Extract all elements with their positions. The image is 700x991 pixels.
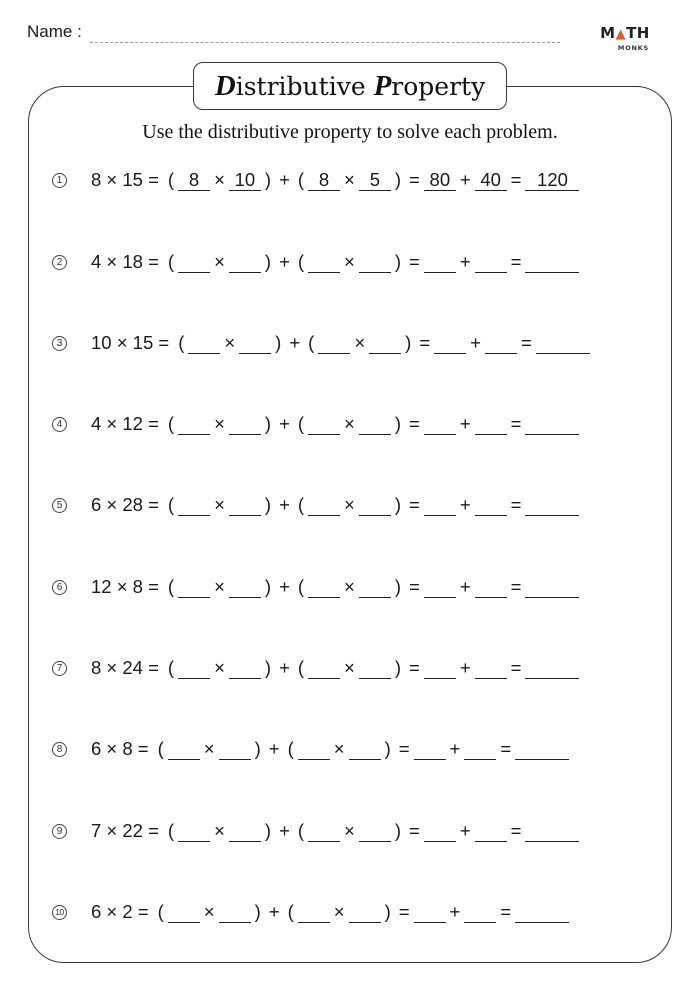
close-paren: ) [254, 901, 261, 922]
close-paren: ) [264, 169, 272, 190]
plus-sign: + [268, 738, 280, 759]
times-sign: × [203, 901, 215, 922]
problem-row [52, 817, 579, 845]
open-paren: ( [297, 820, 305, 841]
close-paren: ) [394, 576, 402, 597]
answer-blank-result[interactable] [525, 495, 579, 516]
close-paren: ) [405, 332, 412, 353]
open-paren: ( [167, 657, 175, 678]
times-sign: × [344, 413, 355, 434]
instructions: Use the distributive property to solve each problem. [142, 121, 558, 143]
answer-blank-factor-b2[interactable] [359, 495, 391, 516]
answer-blank-result[interactable]: 120 [525, 170, 579, 191]
times-sign: × [344, 494, 355, 515]
open-paren: ( [167, 413, 175, 434]
answer-blank-result[interactable] [525, 414, 579, 435]
times-sign: × [344, 169, 355, 190]
problem-row [52, 898, 569, 926]
answer-blank-factor-b1[interactable] [229, 577, 261, 598]
answer-blank-product-1[interactable] [424, 252, 456, 273]
problem-expression: 4 × 12 = [91, 413, 159, 434]
answer-blank-factor-a2[interactable] [308, 252, 340, 273]
times-sign: × [214, 576, 225, 597]
plus-sign: + [459, 657, 471, 678]
answer-blank-result[interactable] [525, 252, 579, 273]
answer-blank-product-2[interactable] [475, 821, 507, 842]
open-paren: ( [308, 332, 315, 353]
answer-blank-factor-a2[interactable] [298, 739, 330, 760]
answer-blank-factor-a1[interactable] [178, 821, 210, 842]
answer-blank-product-1[interactable] [414, 902, 446, 923]
problem-row [52, 329, 590, 357]
close-paren: ) [264, 657, 272, 678]
answer-blank-factor-a2[interactable] [308, 658, 340, 679]
close-paren: ) [264, 820, 272, 841]
answer-blank-result[interactable] [536, 333, 590, 354]
open-paren: ( [157, 738, 164, 759]
plus-sign: + [449, 901, 461, 922]
answer-blank-product-2[interactable] [475, 495, 507, 516]
times-sign: × [344, 820, 355, 841]
answer-blank-factor-a1[interactable] [178, 658, 210, 679]
times-sign: × [344, 251, 355, 272]
plus-sign: + [268, 901, 280, 922]
answer-blank-factor-a1[interactable] [178, 252, 210, 273]
answer-blank-product-2[interactable]: 40 [475, 170, 507, 191]
open-paren: ( [297, 413, 305, 434]
problem-row [52, 248, 579, 276]
open-paren: ( [157, 901, 164, 922]
answer-blank-product-2[interactable] [475, 658, 507, 679]
answer-blank-factor-b2[interactable] [369, 333, 401, 354]
open-paren: ( [167, 251, 175, 272]
answer-blank-factor-a2[interactable] [298, 902, 330, 923]
answer-blank-factor-b2[interactable] [359, 414, 391, 435]
answer-blank-product-1[interactable] [424, 414, 456, 435]
answer-blank-factor-a1[interactable] [178, 577, 210, 598]
answer-blank-factor-a1[interactable]: 8 [178, 170, 210, 191]
equals-sign: = [409, 820, 420, 841]
name-input-line[interactable] [90, 42, 560, 43]
open-paren: ( [167, 820, 175, 841]
equals-sign: = [520, 332, 532, 353]
problem-number-badge: 8 [52, 742, 67, 757]
answer-blank-factor-b1[interactable]: 10 [229, 170, 261, 191]
answer-blank-factor-b2[interactable] [349, 902, 381, 923]
plus-sign: + [449, 738, 461, 759]
close-paren: ) [275, 332, 282, 353]
answer-blank-product-1[interactable] [424, 577, 456, 598]
answer-blank-factor-b2[interactable] [349, 739, 381, 760]
times-sign: × [333, 738, 345, 759]
page-title: D istributive P roperty [193, 62, 507, 110]
problem-row [52, 410, 579, 438]
open-paren: ( [178, 332, 185, 353]
close-paren: ) [264, 576, 272, 597]
equals-sign: = [409, 169, 420, 190]
problem-number-badge: 2 [52, 255, 67, 270]
problem-expression: 12 × 8 = [91, 576, 159, 597]
answer-blank-factor-a1[interactable] [178, 495, 210, 516]
answer-blank-product-2[interactable] [464, 739, 496, 760]
answer-blank-factor-b1[interactable] [229, 252, 261, 273]
times-sign: × [344, 657, 355, 678]
answer-blank-result[interactable] [525, 577, 579, 598]
plus-sign: + [289, 332, 301, 353]
problem-row [52, 573, 579, 601]
equals-sign: = [409, 576, 420, 597]
open-paren: ( [297, 576, 305, 597]
answer-blank-result[interactable] [525, 658, 579, 679]
problem-expression: 7 × 22 = [91, 820, 159, 841]
equals-sign: = [500, 901, 512, 922]
answer-blank-result[interactable] [515, 902, 569, 923]
plus-sign: + [279, 820, 290, 841]
times-sign: × [344, 576, 355, 597]
plus-sign: + [459, 820, 471, 841]
problem-number-badge: 5 [52, 498, 67, 513]
problem-row [52, 166, 579, 194]
open-paren: ( [297, 657, 305, 678]
answer-blank-factor-b1[interactable] [229, 414, 261, 435]
answer-blank-factor-b2[interactable] [359, 821, 391, 842]
problem-expression: 6 × 28 = [91, 494, 159, 515]
times-sign: × [203, 738, 215, 759]
math-monks-logo [597, 25, 653, 52]
answer-blank-product-1[interactable] [424, 495, 456, 516]
open-paren: ( [287, 738, 294, 759]
answer-blank-factor-a2[interactable]: 8 [308, 170, 340, 191]
equals-sign: = [409, 657, 420, 678]
answer-blank-factor-b1[interactable] [219, 739, 251, 760]
answer-blank-factor-a2[interactable] [318, 333, 350, 354]
answer-blank-factor-b1[interactable] [239, 333, 271, 354]
answer-blank-product-1[interactable]: 80 [424, 170, 456, 191]
times-sign: × [214, 251, 225, 272]
times-sign: × [354, 332, 366, 353]
answer-blank-factor-a1[interactable] [168, 739, 200, 760]
close-paren: ) [264, 413, 272, 434]
problem-number-badge: 1 [52, 173, 67, 188]
answer-blank-factor-b2[interactable] [359, 577, 391, 598]
times-sign: × [214, 820, 225, 841]
times-sign: × [214, 413, 225, 434]
plus-sign: + [459, 494, 471, 515]
answer-blank-product-2[interactable] [475, 414, 507, 435]
answer-blank-product-1[interactable] [424, 658, 456, 679]
answer-blank-factor-a1[interactable] [178, 414, 210, 435]
problem-number-badge: 6 [52, 580, 67, 595]
answer-blank-product-1[interactable] [434, 333, 466, 354]
problem-number-badge: 3 [52, 336, 67, 351]
problem-expression: 8 × 24 = [91, 657, 159, 678]
plus-sign: + [459, 169, 471, 190]
equals-sign: = [500, 738, 512, 759]
problem-expression: 10 × 15 = [91, 332, 170, 353]
times-sign: × [224, 332, 236, 353]
name-field-label [27, 22, 82, 42]
equals-sign: = [409, 413, 420, 434]
equals-sign: = [409, 251, 420, 272]
equals-sign: = [409, 494, 420, 515]
plus-sign: + [279, 657, 290, 678]
equals-sign: = [510, 657, 522, 678]
plus-sign: + [279, 251, 290, 272]
answer-blank-product-2[interactable] [485, 333, 517, 354]
logo-wordmark: M▲TH [600, 24, 650, 42]
problem-expression: 4 × 18 = [91, 251, 159, 272]
answer-blank-result[interactable] [515, 739, 569, 760]
answer-blank-factor-a1[interactable] [188, 333, 220, 354]
open-paren: ( [287, 901, 294, 922]
close-paren: ) [254, 738, 261, 759]
answer-blank-factor-a2[interactable] [308, 577, 340, 598]
close-paren: ) [264, 251, 272, 272]
close-paren: ) [394, 494, 402, 515]
equals-sign: = [398, 901, 410, 922]
equals-sign: = [419, 332, 431, 353]
name-label: Name : [27, 22, 82, 41]
close-paren: ) [394, 413, 402, 434]
answer-blank-product-1[interactable] [414, 739, 446, 760]
equals-sign: = [398, 738, 410, 759]
open-paren: ( [297, 169, 305, 190]
answer-blank-factor-b1[interactable] [229, 658, 261, 679]
answer-blank-product-2[interactable] [464, 902, 496, 923]
plus-sign: + [470, 332, 481, 353]
answer-blank-factor-a2[interactable] [308, 821, 340, 842]
answer-blank-factor-b1[interactable] [229, 495, 261, 516]
answer-blank-product-1[interactable] [424, 821, 456, 842]
problem-row [52, 491, 579, 519]
times-sign: × [333, 901, 345, 922]
problem-expression: 8 × 15 = [91, 169, 159, 190]
answer-blank-factor-a1[interactable] [168, 902, 200, 923]
times-sign: × [214, 494, 225, 515]
answer-blank-factor-b2[interactable] [359, 252, 391, 273]
plus-sign: + [279, 169, 290, 190]
answer-blank-product-2[interactable] [475, 252, 507, 273]
problem-number-badge: 9 [52, 824, 67, 839]
logo-subtitle: MONKS [617, 44, 649, 52]
close-paren: ) [384, 901, 391, 922]
equals-sign: = [510, 251, 522, 272]
equals-sign: = [510, 494, 522, 515]
plus-sign: + [279, 576, 290, 597]
close-paren: ) [394, 657, 402, 678]
close-paren: ) [394, 169, 402, 190]
equals-sign: = [510, 169, 522, 190]
plus-sign: + [459, 576, 471, 597]
answer-blank-result[interactable] [525, 821, 579, 842]
open-paren: ( [297, 251, 305, 272]
problem-number-badge: 7 [52, 661, 67, 676]
answer-blank-factor-b1[interactable] [229, 821, 261, 842]
answer-blank-factor-a2[interactable] [308, 495, 340, 516]
close-paren: ) [384, 738, 391, 759]
answer-blank-factor-b2[interactable] [359, 658, 391, 679]
close-paren: ) [394, 251, 402, 272]
answer-blank-factor-b1[interactable] [219, 902, 251, 923]
plus-sign: + [459, 413, 471, 434]
problem-number-badge: 4 [52, 417, 67, 432]
problem-row [52, 654, 579, 682]
times-sign: × [214, 657, 225, 678]
equals-sign: = [510, 576, 522, 597]
answer-blank-product-2[interactable] [475, 577, 507, 598]
equals-sign: = [510, 413, 522, 434]
triangle-icon: ▲ [615, 27, 627, 42]
equals-sign: = [510, 820, 522, 841]
plus-sign: + [279, 413, 290, 434]
answer-blank-factor-a2[interactable] [308, 414, 340, 435]
times-sign: × [214, 169, 225, 190]
problem-expression: 6 × 2 = [91, 901, 149, 922]
open-paren: ( [167, 169, 175, 190]
close-paren: ) [394, 820, 402, 841]
problem-expression: 6 × 8 = [91, 738, 149, 759]
answer-blank-factor-b2[interactable]: 5 [359, 170, 391, 191]
problem-number-badge: 10 [52, 905, 67, 920]
open-paren: ( [167, 494, 175, 515]
open-paren: ( [297, 494, 305, 515]
open-paren: ( [167, 576, 175, 597]
plus-sign: + [459, 251, 471, 272]
close-paren: ) [264, 494, 272, 515]
plus-sign: + [279, 494, 290, 515]
problem-row [52, 735, 569, 763]
